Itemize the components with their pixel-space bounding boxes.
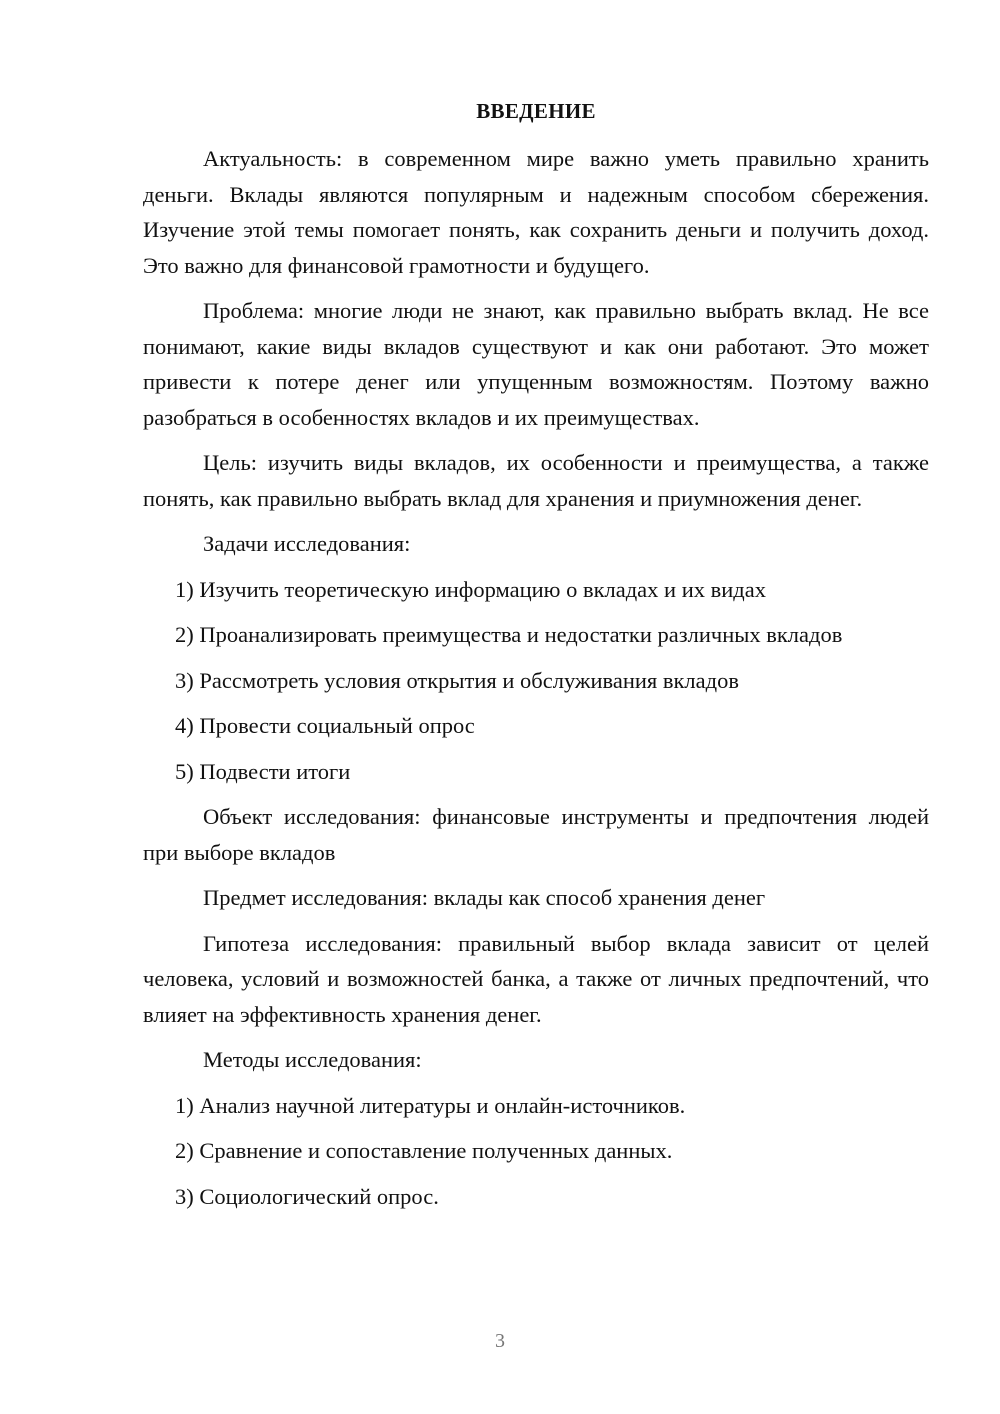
document-title: ВВЕДЕНИЕ xyxy=(476,99,596,123)
object-paragraph: Объект исследования: финансовые инструменты и предпочтения людей при выборе вкладов xyxy=(143,804,929,865)
methods-heading: Методы исследования: xyxy=(203,1047,422,1072)
method-item: 3) Социологический опрос. xyxy=(175,1183,439,1209)
problem-paragraph: Проблема: многие люди не знают, как правильно выбрать вклад. Не все понимают, какие виды вкладов существуют и как они работают. Это может привести к потере денег или упущенным возможностям. Поэтому важно разобраться в особенностях вкладов и их преимуществах. xyxy=(143,298,929,430)
hypothesis-paragraph: Гипотеза исследования: правильный выбор вклада зависит от целей человека, условий и возможностей банка, а также от личных предпочтений, что влияет на эффективность хранения денег. xyxy=(143,930,929,1027)
method-item: 2) Сравнение и сопоставление полученных данных. xyxy=(175,1138,673,1163)
task-item: 1) Изучить теоретическую информацию о вкладах и их видах xyxy=(175,576,766,602)
page-number: 3 xyxy=(495,1330,505,1352)
goal-paragraph: Цель: изучить виды вкладов, их особенности и преимущества, а также понять, как правильно выбрать вклад для хранения и приумножения денег. xyxy=(143,450,929,511)
document-body xyxy=(143,141,929,1224)
task-item: 5) Подвести итоги xyxy=(175,758,351,784)
task-item: 2) Проанализировать преимущества и недостатки различных вкладов xyxy=(175,622,843,647)
relevance-paragraph: Актуальность: в современном мире важно уметь правильно хранить деньги. Вклады являются популярным и надежным способом сбережения. Изучение этой темы помогает понять, как сохранить деньги и получить доход. Это важно для финансовой грамотности и будущего. xyxy=(143,146,929,278)
tasks-heading: Задачи исследования: xyxy=(203,531,411,556)
method-item: 1) Анализ научной литературы и онлайн-источников. xyxy=(175,1092,686,1118)
task-item: 4) Провести социальный опрос xyxy=(175,713,475,738)
task-item: 3) Рассмотреть условия открытия и обслуживания вкладов xyxy=(175,667,739,693)
subject-paragraph: Предмет исследования: вклады как способ хранения денег xyxy=(203,885,766,910)
